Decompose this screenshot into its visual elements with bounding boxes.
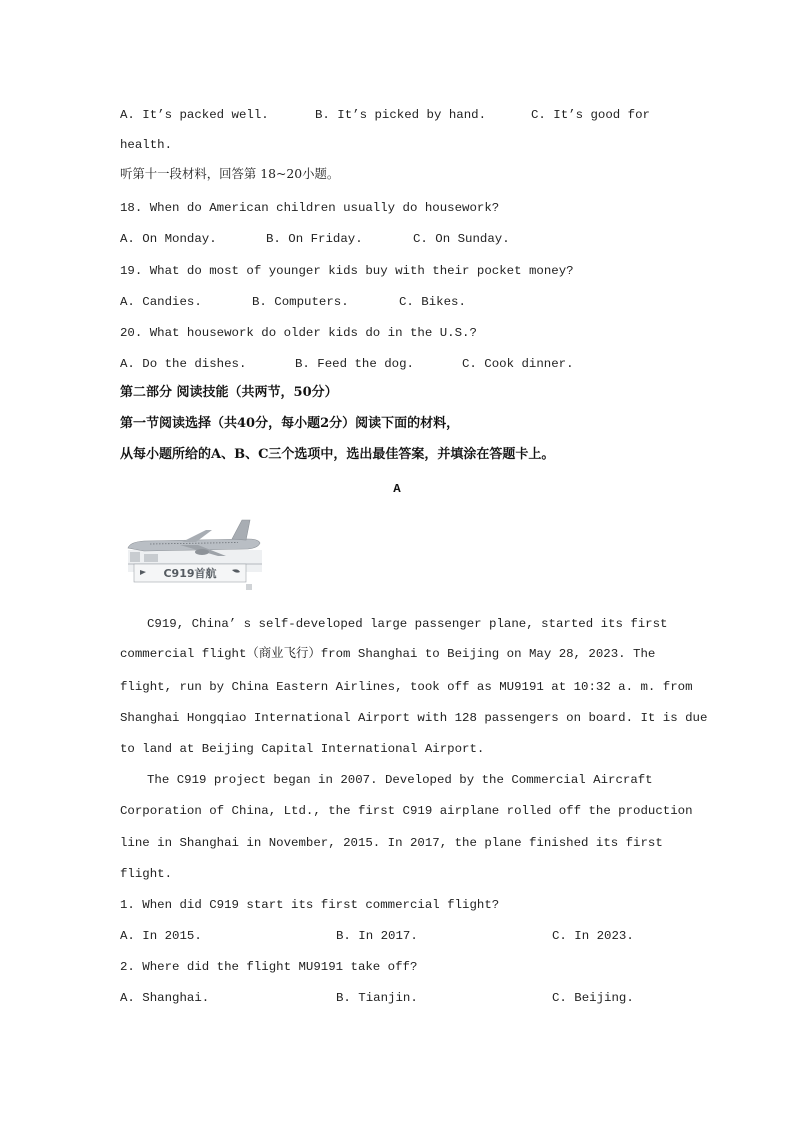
q20-option-b: B. Feed the dog. [295, 357, 414, 371]
c919-plane-image [120, 512, 270, 598]
passage-p1-line-2: commercial flight（商业飞行）from Shanghai to Beijing on May 28, 2023. The [120, 647, 656, 661]
q2-option-b: B. Tianjin. [336, 991, 418, 1005]
q1-option-a: A. In 2015. [120, 929, 202, 943]
q17-option-a: A. It’s packed well. [120, 108, 269, 122]
q17-option-c-continued: health. [120, 138, 173, 152]
passage-p2-line-2: Corporation of China, Ltd., the first C919 airplane rolled off the production [120, 804, 693, 818]
q1-option-c: C. In 2023. [552, 929, 634, 943]
q18-question: 18. When do American children usually do housework? [120, 201, 500, 215]
reading-instruction: 从每小题所给的A、B、C三个选项中，选出最佳答案，并填涂在答题卡上。 [120, 447, 555, 462]
q18-option-b: B. On Friday. [266, 232, 363, 246]
passage-p2-line-3: line in Shanghai in November, 2015. In 2017, the plane finished its first [120, 836, 663, 850]
q17-option-b: B. It’s picked by hand. [315, 108, 487, 122]
q20-option-a: A. Do the dishes. [120, 357, 247, 371]
q19-option-c: C. Bikes. [399, 295, 466, 309]
section1-heading: 第一节阅读选择（共40分，每小题2分）阅读下面的材料， [120, 416, 460, 431]
q1-option-b: B. In 2017. [336, 929, 418, 943]
passage-p1-line-3: flight, run by China Eastern Airlines, took off as MU9191 at 10:32 a. m. from [120, 680, 693, 694]
q19-option-b: B. Computers. [252, 295, 349, 309]
q19-option-a: A. Candies. [120, 295, 202, 309]
passage-p1-line-5: to land at Beijing Capital International Airport. [120, 742, 485, 756]
passage-p1-line-4: Shanghai Hongqiao International Airport with 128 passengers on board. It is due [120, 711, 708, 725]
q17-option-c: C. It’s good for [531, 108, 650, 122]
q1-question: 1. When did C919 start its first commercial flight? [120, 898, 500, 912]
q20-question: 20. What housework do older kids do in the U.S.? [120, 326, 477, 340]
q2-question: 2. Where did the flight MU9191 take off? [120, 960, 418, 974]
section11-intro: 听第十一段材料，回答第 18~20小题。 [120, 166, 340, 181]
c919-logo-text: C919首航 [163, 567, 217, 580]
passage-p1-line-1: C919, China’ s self-developed large passenger plane, started its first [147, 617, 668, 631]
passage-p2-line-4: flight. [120, 867, 173, 881]
passage-label: A [393, 482, 401, 496]
passage-p2-line-1: The C919 project began in 2007. Developed by the Commercial Aircraft [147, 773, 653, 787]
q2-option-a: A. Shanghai. [120, 991, 210, 1005]
q18-option-a: A. On Monday. [120, 232, 217, 246]
q18-option-c: C. On Sunday. [413, 232, 510, 246]
q19-question: 19. What do most of younger kids buy with their pocket money? [120, 264, 574, 278]
q20-option-c: C. Cook dinner. [462, 357, 574, 371]
q2-option-c: C. Beijing. [552, 991, 634, 1005]
part2-heading: 第二部分 阅读技能（共两节，50分） [120, 385, 338, 400]
